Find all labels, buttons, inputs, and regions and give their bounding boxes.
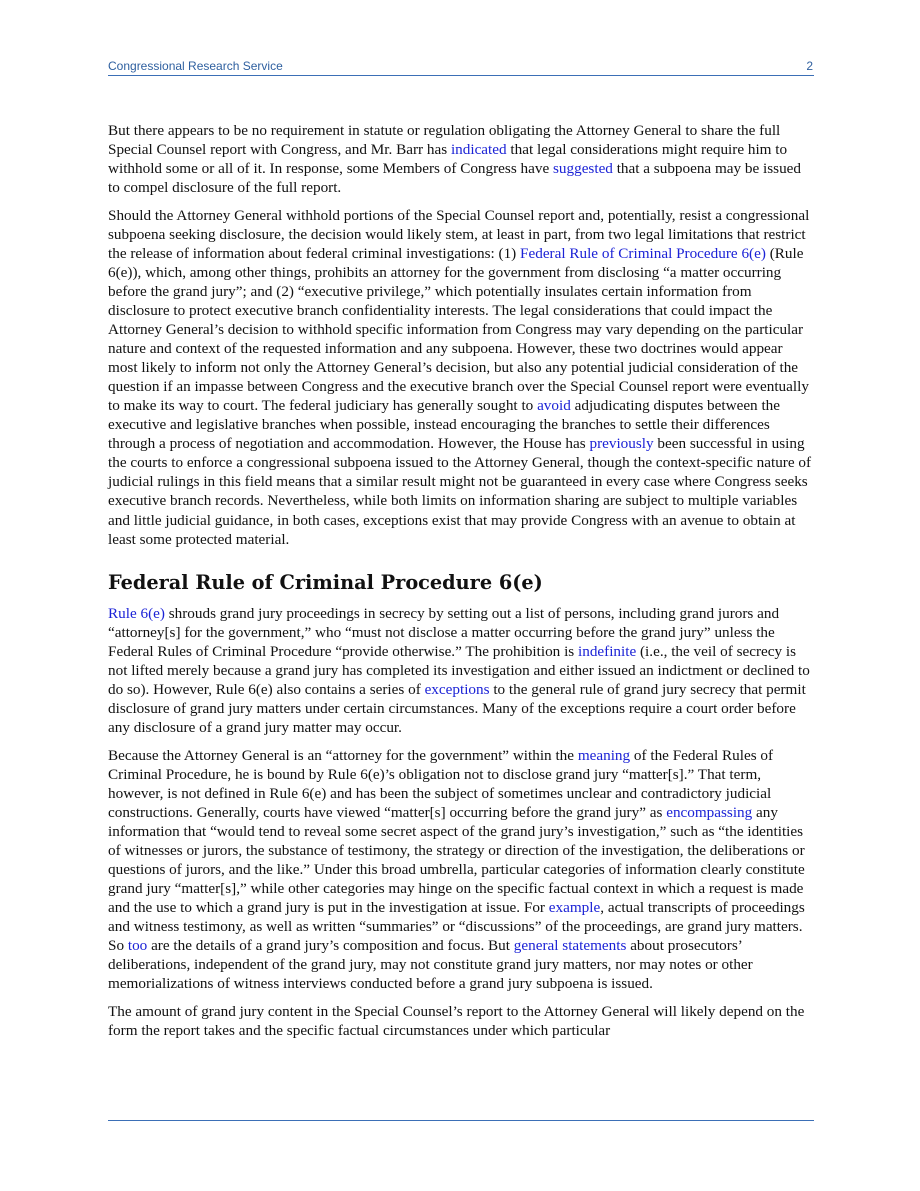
link-federal-rule[interactable]: Federal Rule of Criminal Procedure 6(e) (520, 244, 766, 262)
link-example[interactable]: example (548, 898, 601, 916)
text-span: (i.e., the veil of secrecy is not lifted merely because a grand jury has completed its investigation and either issued an indictment or declined to do so). However, Rule 6(e) also contains a series of (108, 642, 810, 698)
link-exceptions[interactable]: exceptions (424, 680, 490, 698)
text-span: , actual transcripts of proceedings and witness testimony, as well as written “summaries” or “discussions” of the proceedings, are grand jury matters. So (108, 898, 805, 955)
link-general-statements[interactable]: general statements (513, 937, 627, 955)
link-meaning[interactable]: meaning (577, 746, 631, 764)
link-avoid[interactable]: avoid (537, 397, 571, 415)
link-suggested[interactable]: suggested (553, 160, 613, 178)
text-span: that a subpoena may be issued to compel disclosure of the full report. (108, 160, 802, 197)
text-span: been successful in using the courts to enforce a congressional subpoena issued to the Attorney General, though the context-specific nature of judicial rulings in this field means that a similar result might not be guaranteed in every case where Congress seeks executive branch records. Nevertheless, while both limits on information sharing are subject to multiple variables and little judicial guidance, in both cases, exceptions exist that may provide Congress with an avenue to obtain at least some protected material. (108, 435, 812, 548)
link-previously[interactable]: previously (589, 435, 654, 453)
text-span: (Rule 6(e)), which, among other things, prohibits an attorney for the government from disclosing “a matter occurring before the grand jury”; and (2) “executive privilege,” which potentially insulates certain information from disclosure to protect executive branch confidentiality interests. The legal considerations that could impact the Attorney General’s decision to withhold specific information from Congress may vary depending on the particular nature and context of the requested information and any subpoena. However, these two doctrines would appear most likely to inform not only the Attorney General’s decision, but also any potential judicial consideration of the question if an impasse between Congress and the executive branch over the Special Counsel report were eventually to make its way to court. The federal judiciary has generally sought to (108, 244, 809, 415)
paragraph-4 (108, 746, 814, 994)
text-span: that legal considerations might require him to withhold some or all of it. In response, some Members of Congress have (108, 141, 788, 178)
link-rule-6e[interactable]: Rule 6(e) (108, 604, 165, 622)
paragraph-5 (108, 1002, 814, 1040)
section-heading: Federal Rule of Criminal Procedure 6(e) (108, 570, 543, 594)
text-span: any information that “would tend to reveal some secret aspect of the grand jury’s investigation,” such as “the identities of witnesses or jurors, the substance of testimony, the strategy or direction of the investigation, the deliberations or questions of jurors, and the like.” Under this broad umbrella, particular categories of information clearly constitute grand jury “matter[s],” while other categories may hinge on the specific factual context in which a request is made and the use to which a grand jury is put in the investigation at issue. For (108, 803, 805, 916)
publisher-name: Congressional Research Service (108, 59, 283, 73)
text-span: about prosecutors’ deliberations, independent of the grand jury, may not constitute grand jury matters, nor may notes or other memorializations of witness interviews conducted before a grand jury subpoena is issued. (108, 937, 753, 993)
text-span: But there appears to be no requirement in statute or regulation obligating the Attorney General to share the full Special Counsel report with Congress, and Mr. Barr has (108, 122, 781, 159)
link-too[interactable]: too (127, 937, 148, 955)
text-span: adjudicating disputes between the executive and legislative branches when possible, instead encouraging the branches to settle their differences through a process of negotiation and accommodation. However, the House has (108, 397, 781, 453)
footer-rule (108, 1120, 814, 1121)
text-span: shrouds grand jury proceedings in secrecy by setting out a list of persons, including grand jurors and “attorney[s] for the government,” who “must not disclose a matter occurring before the grand jury” unless the Federal Rules of Criminal Procedure “provide otherwise.” The prohibition is (108, 604, 780, 660)
paragraph-2 (108, 206, 814, 549)
link-indefinite[interactable]: indefinite (578, 642, 637, 660)
text-span: of the Federal Rules of Criminal Procedure, he is bound by Rule 6(e)’s obligation not to disclose grand jury “matter[s].” That term, however, is not defined in Rule 6(e) and has been the subject of sometimes unclear and contradictory judicial constructions. Generally, courts have viewed “matter[s] occurring before the grand jury” as (108, 746, 774, 821)
text-span: to the general rule of grand jury secrecy that permit disclosure of grand jury matters under certain circumstances. Many of the exceptions require a court order before any disclosure of a grand jury matter may occur. (108, 680, 806, 736)
link-indicated[interactable]: indicated (450, 141, 507, 159)
running-header (108, 57, 814, 76)
paragraph-3 (108, 604, 814, 737)
page-number: 2 (806, 59, 813, 73)
text-span: The amount of grand jury content in the Special Counsel’s report to the Attorney General will likely depend on the form the report takes and the specific factual circumstances under which particular (108, 1002, 805, 1039)
link-encompassing[interactable]: encompassing (666, 803, 753, 821)
text-span: are the details of a grand jury’s composition and focus. But (147, 937, 514, 955)
paragraph-1 (108, 121, 814, 197)
document-body (108, 121, 814, 1048)
text-span: Should the Attorney General withhold portions of the Special Counsel report and, potentially, resist a congressional subpoena seeking disclosure, the decision would likely stem, at least in part, from two legal limitations that restrict the release of information about federal criminal investigations: (1) (108, 206, 810, 262)
text-span: Because the Attorney General is an “attorney for the government” within the (108, 746, 578, 764)
